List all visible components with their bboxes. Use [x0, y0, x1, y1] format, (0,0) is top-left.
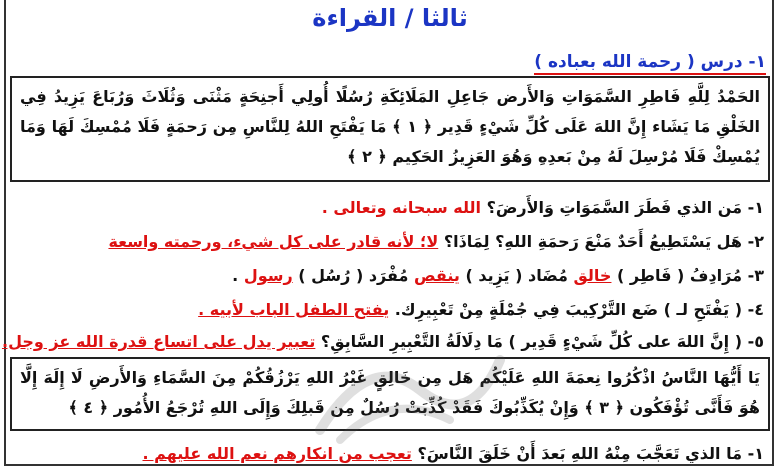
- question-5-answer: تعبير يدل على اتساع قدرة الله عز وجل.: [1, 332, 316, 351]
- question-4-text: ٤- ( يَفْتَحِ لـ ) ضَع التَّرْكِيبَ فِي جُمْلَةٍ مِنْ تَعْبِيرِك.: [394, 300, 764, 319]
- question-1-answer: الله سبحانه وتعالى .: [321, 198, 481, 217]
- question-1-text: ١- مَن الذي فَطَرَ السَّمَوَاتِ وَالأَرضَ؟: [486, 198, 764, 217]
- question-3-answer-1: خالق: [573, 266, 612, 285]
- question-3-answer-2: ينقص: [414, 266, 460, 285]
- section-heading: ثالثا / القراءة: [312, 4, 468, 32]
- question-3-mid-1: مُضَاد ( يَزِيد ): [465, 266, 568, 285]
- question-4-answer: يفتح الطفل الباب لأبيه .: [198, 300, 390, 319]
- question-2-answer: لا؛ لأنه قادر على كل شيء، ورحمته واسعة: [108, 232, 439, 251]
- question-3-answer-3: رسول: [243, 266, 293, 285]
- lesson-title: ١- درس ( رحمة الله بعباده ): [534, 52, 766, 75]
- question-1: [322, 198, 764, 217]
- question-3: [232, 266, 764, 285]
- question-6-text: ١- مَا الذي تَعَجَّبَ مِنْهُ اللهِ بَعدَ أَنْ خَلَقَ النَّاسَ؟: [417, 444, 764, 463]
- question-2: [108, 232, 764, 251]
- question-5: [2, 332, 764, 351]
- question-4: [198, 300, 764, 319]
- question-6: [143, 444, 765, 463]
- passage-box-1: الحَمْدُ لِلَّهِ فَاطِرِ السَّمَوَاتِ وَالأَرض جَاعِلِ المَلَائِكَةِ رُسُلًا أُولِي أَجنِحَةٍ مَثْنَى وَثُلَاثَ وَرُبَاعَ يَزِيدُ فِي الخَلْقِ مَا يَشَاء إِنَّ اللهَ عَلَى كُلِّ شَيْءٍ قَدِير ﴿ ١ ﴾ مَا يَفْتَحِ اللهُ لِلنَّاسِ مِن رَحمَةٍ فَلَا مُمْسِكَ لَهَا وَمَا يُمْسِكْ فَلَا مُرْسِلَ لَهُ مِنْ بَعدِهِ وَهُوَ العَزِيزُ الحَكِيم ﴿ ٢ ﴾: [10, 76, 770, 182]
- question-6-answer: تعجب من انكارهم نعم الله عليهم .: [142, 444, 412, 463]
- question-3-mid-2: مُفْرَد ( رُسُل ): [298, 266, 409, 285]
- passage-box-2: يَا أَيُّهَا النَّاسُ اذْكُرُوا نِعمَةَ اللهِ عَلَيْكُم هَل مِن خَالِقٍ غَيْرُ اللهِ يَرْزُقُكُمْ مِنَ السَّمَاءِ وَالأَرضِ لَا إِلَهَ إِلَّا هُوَ فَأَنَّى تُؤْفَكُون ﴿ ٣ ﴾ وَإِنْ يُكَذِّبُوكَ فَقَدْ كُذِّبَتْ رُسُلٌ مِن قَبلِكَ وَإِلَى اللهِ تُرْجَعُ الأُمُور ﴿ ٤ ﴾: [10, 357, 770, 431]
- question-2-text: ٢- هَل يَسْتَطِيعُ أَحَدٌ مَنْعَ رَحمَةِ اللهِ؟ لِمَاذَا؟: [443, 232, 764, 251]
- question-5-text: ٥- ( إِنَّ اللهَ على كُلِّ شَيْءٍ قَدِير ) مَا دِلَالَةُ التَّعْبِيرِ السَّابِقِ؟: [320, 332, 764, 351]
- question-3-end: .: [232, 266, 239, 285]
- question-3-prefix: ٣- مُرَادِفُ ( فَاطِر ): [617, 266, 764, 285]
